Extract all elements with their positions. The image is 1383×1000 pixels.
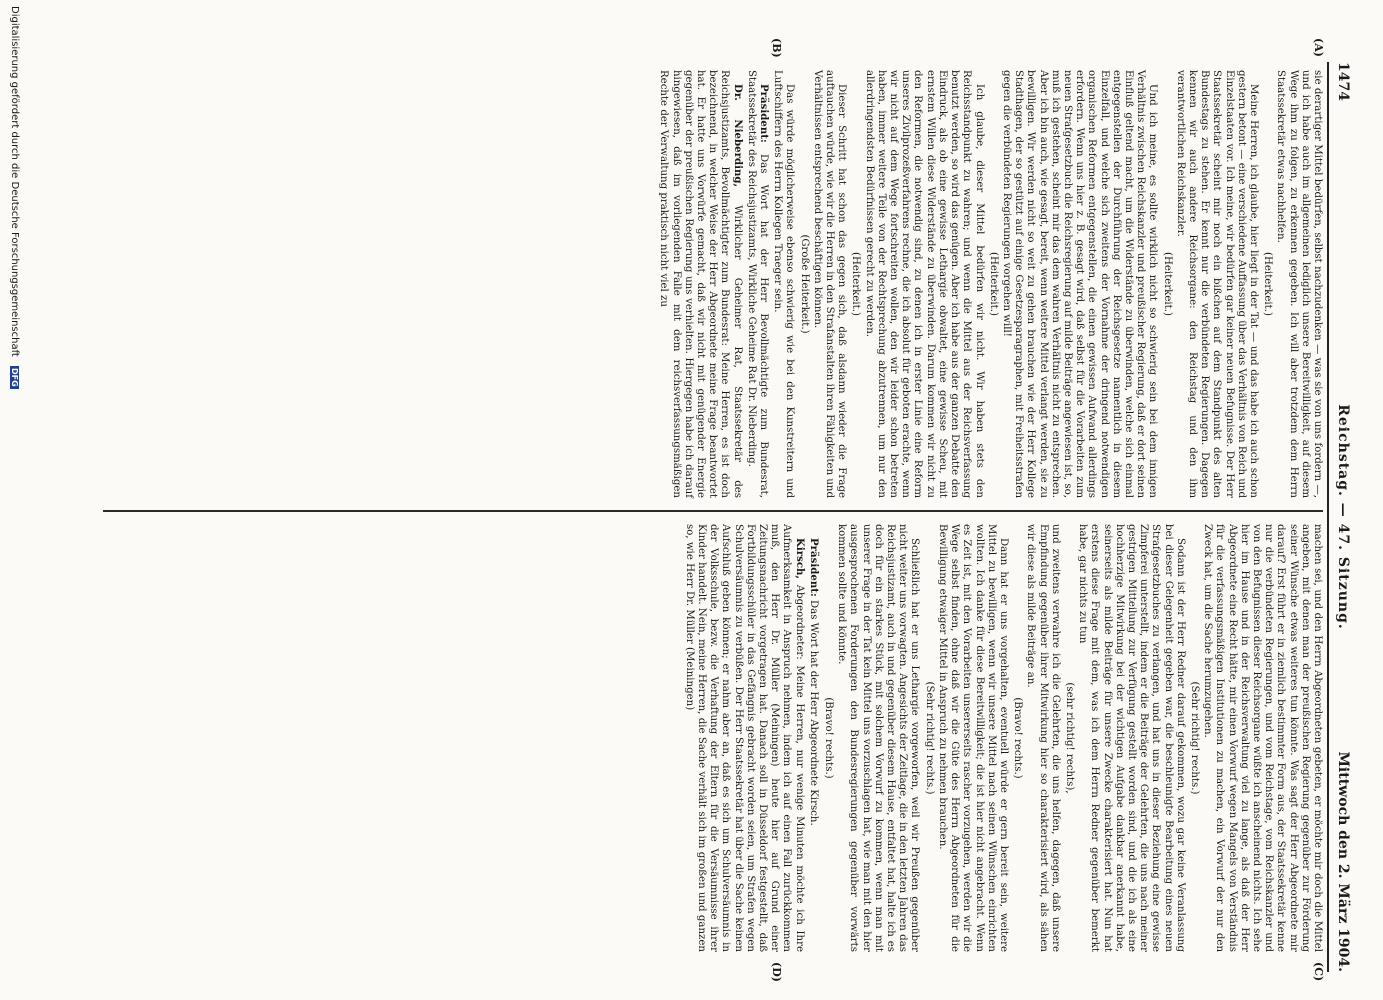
speech-paragraph	[835, 524, 920, 952]
reaction-note: (Heiterkeit.)	[850, 252, 862, 316]
paragraph-text: Das Wort hat der Herr Bevollmächtigte zum Bundesrat, Staatssekretär des Reichsjustizamts, Wirkliche Geheime Rat Dr. Nieberding.	[745, 70, 770, 498]
paragraph-text: Meine Herren, ich glaube, hier liegt in der Tat — und das habe ich auch schon gestern betont — eine verschiedene Auffassung über das Verhältnis von Reich und Einzelstaaten vor. Ich meine, wir bedürfen gar keiner neuen Befugnisse. Der Herr Staatssekretär scheint mir noch ein bißchen auf dem Standpunkt des alten Bundestags zu stehen. Er kennt nur die verbündeten Regierungen. Dagegen kennen wir auch andere Reichsorgane: den Reichstag und den ihm verantwortlichen Reichskanzler.	[1174, 70, 1259, 498]
paragraph-text: Das Wort hat der Herr Abgeordnete Kirsch.	[807, 599, 819, 826]
left-text-column	[656, 70, 1323, 498]
speech-paragraph	[862, 70, 984, 498]
speech-paragraph	[936, 524, 1009, 952]
speech-paragraph	[683, 524, 806, 952]
reaction-note: (Sehr richtig! rechts.)	[923, 681, 935, 795]
paragraph-text: Ich glaube, dieser Mittel bedürfen wir nicht. Wir haben stets den Reichsstandpunkt zu wahren; und wenn die Mittel aus der Reichsverfassung benutzt werden, so wird das genügen. Aber ich habe aus der ganzen Debatte den Eindruck, als ob eine gewisse Lethargie obwaltet, eine gewisse Scheu, mit ernstem Willen diese Widerstände zu überwinden. Darum kommen wir nicht zu den Reformen, die notwendig sind, zu denen ich in erster Linie eine Reform unseres Zivilprozeßverfahrens rechne, die ich absolut für geboten erachte, wenn wir nicht auf dem Wege fortschreiten wollen, den wir leider schon betreten haben, immer weitere Teile von der Rechtsprechung abzutrennen, um nur den allerdringendsten Bedürfnissen gerecht zu werden.	[863, 70, 985, 498]
speech-paragraph	[657, 70, 743, 498]
margin-mark-c: (C)	[1312, 962, 1325, 982]
reaction-note: (Bravo! rechts.)	[1012, 697, 1024, 779]
speech-paragraph	[811, 70, 848, 498]
margin-mark-b: (B)	[770, 38, 783, 58]
speech-paragraph	[1201, 524, 1323, 952]
speech-paragraph	[1076, 524, 1186, 952]
paragraph-text: Und ich meine, es sollte wirklich nicht so schwierig sein bei dem innigen Verhältnis zwischen Reichskanzler und preußischer Regierung, daß er dort seinen Einfluß geltend macht, um die Widerstände zu überwinden, welche sich einmal entgegenstellen der Durchführung der Reichsgesetze namentlich in diesem Einzelfall, und welche sich zweitens der Vornahme der dringend notwendigen organischen Reformen entgegenstellen, die einen gewissen Aufwand allerdings erfordern. Wenn uns hier z. B. gesagt wird, daß selbst für die Vorarbeiten zum neuen Strafgesetzbuch die Reichsregierung auf milde Beiträge angewiesen ist, so, muß ich gestehen, scheint mir das dem wahren Verhältnis nicht zu entsprechen. Aber ich bin auch, wie gesagt, bereit, wenn weitere Mittel verlangt werden, sie zu bewilligen. Wir werden nicht so weit zu gehen brauchen wie der Herr Kollege Stadthagen, der so gestützt auf einige Gesetzesparagraphen, mit Freiheitsstrafen gegen die verbündeten Regierungen vorgehen will!	[1000, 70, 1159, 498]
speech-paragraph	[1274, 70, 1323, 498]
digitization-credit	[2, 0, 20, 1000]
paragraph-text: Dieser Schritt hat schon das gegen sich, daß alsdann wieder die Frage auftauchen würde, wie wir die Herren in den Strafanstalten ihren Fähigkeiten und Verhältnissen entsprechend beschäftigen können.	[811, 70, 848, 499]
column-divider	[103, 510, 1323, 512]
page-number: 1474	[1335, 62, 1351, 101]
margin-mark-d: (D)	[770, 962, 783, 982]
credit-text: Digitalisierung gefördert durch die Deutsche Forschungsgemeinschaft	[9, 6, 20, 357]
speaker-name: Dr. Nieberding,	[731, 84, 744, 188]
running-title: Reichstag. — 47. Sitzung.	[1335, 404, 1351, 630]
paragraph-text: Schließlich hat er uns Lethargie vorgeworfen, weil wir Preußen gegenüber nicht weiter uns vorwagten. Angesichts der Zeitlage, die in den letzten Jahren das Reichsjustizamt, auch in und gegenüber diesem Hause, entfaltet hat, halte ich es doch für ein starkes Stück, mit solchem Vorwurf zu kommen, wenn man mit unserer Frage in der Tat kein Mittel uns vorzuschlagen hat, wie man mit den hier ausgesprochenen Forderungen den Bundesregierungen gegenüber vorwärts kommen sollte und könnte.	[836, 524, 921, 952]
paragraph-text: Dann hat er uns vorgehalten, eventuell würde er gern bereit sein, weitere Mittel zu bewilligen, wenn wir unsere Mittel nach seinen Wünschen einrichten wollten. Ich danke für diese Bereitwilligkeit; die ist hier nicht angebracht. Wenn es Zeit ist, mit den Vorarbeiten unsererseits rascher vorzugehen, werden wir die Wege selbst finden, ohne daß wir die Güte des Herrn Abgeordneten für die Bewilligung etwaiger Mittel in Anspruch zu nehmen brauchen.	[936, 524, 1009, 952]
speech-paragraph	[807, 524, 820, 952]
dfg-logo: DFG	[10, 368, 19, 387]
page-header	[1327, 62, 1355, 972]
reaction-note: (Sehr richtig! rechts.)	[1188, 681, 1200, 795]
paragraph-text: sie derartiger Mittel bedürfen, selbst nachzudenken — was sie von uns fordern —, und ich habe auch im allgemeinen lediglich unsere Bereitwilligkeit, auf diesem Wege ihm zu folgen, zu erkennen gegeben. Ich will aber trotzdem dem Herrn Staatssekretär etwas nachhelfen.	[1275, 70, 1323, 498]
speech-paragraph	[745, 70, 770, 498]
reaction-note: (Große Heiterkeit.)	[798, 234, 810, 334]
paragraph-text: Wirklicher Geheimer Rat, Staatssekretär des Reichsjustizamts, Bevollmächtigter zum Bundesrat: Meine Herren, es ist doch bezeichnend, in welcher Weise der Herr Abgeordnete meine Frage beantwortet hat. Er hatte uns Vorwürfe gemacht, daß wir nicht mit genügender Energie gegenüber der preußischen Regierung uns verhielten. Hiergegen habe ich darauf hingewiesen, daß im vorliegenden Falle mit dem reichsverfassungsmäßigen Rechte der Verwaltung praktisch nicht viel zu	[658, 70, 743, 498]
speaker-name: Präsident:	[807, 538, 820, 597]
right-text-column	[682, 524, 1323, 952]
speech-paragraph	[1000, 70, 1159, 498]
paragraph-text: Das würde möglicherweise ebenso schwierig wie bei den Kunstreitern und Luftschiffern des Herrn Kollegen Traeger sein.	[772, 70, 796, 498]
session-date: Mittwoch den 2. März 1904.	[1335, 751, 1351, 972]
paragraph-text: und zweitens verwahre ich die Gelehrten, die uns helfen, dagegen, daß unsere Empfindung gegenüber ihrer Mitwirkung hier so charakterisiert wird, als sähen wir diese als milde Beiträge an.	[1025, 524, 1061, 952]
paragraph-text: Sodann ist der Herr Redner darauf gekommen, wozu gar keine Veranlassung bei dieser Gelegenheit gegeben war, die beschleunigte Bearbeitung eines neuen Strafgesetzbuches zu verlangen, und hat uns in dieser Beziehung eine gewisse Zimpferei unterstellt, indem er die Beiträge der Gelehrten, die uns nach meiner gestrigen Mitteilung zur Verfügung gestellt worden sind, und die ich als eine hochherzige Mitwirkung bei der wichtigen Aufgabe dankbar anerkannt habe, seinerseits als milde Beiträge für unsere Zwecke charakterisiert hat. Nun hat erstens diese Frage mit dem, was ich dem Herrn Redner gegenüber bemerkt habe, gar nichts zu tun	[1077, 524, 1186, 952]
reaction-note: (Heiterkeit.)	[987, 252, 999, 316]
margin-mark-a: (A)	[1312, 38, 1325, 57]
reaction-note: (Heiterkeit.)	[1161, 252, 1173, 316]
speaker-name: Kirsch,	[793, 538, 806, 579]
speech-paragraph	[1174, 70, 1259, 498]
speaker-name: Präsident:	[758, 84, 771, 143]
paragraph-text: Abgeordneter: Meine Herren, nur wenige Minuten möchte ich Ihre Aufmerksamkeit in Anspruch nehmen, indem ich auf einen Fall zurückkommen muß, den Herr Dr. Müller (Meiningen) heute hier auf Grund einer Zeitungsnachricht vorgetragen hat. Danach soll in Düsseldorf festgestellt, daß Fortbildungsschüler in das Gefängnis gebracht worden seien, um Strafen wegen Schulversäumnis zu verbüßen. Der Herr Staatssekretär hat über die Sache keinen Aufschluß geben können; er nahm aber an, daß es sich um Schulversäumnis in der Volksschule, bezw. die Verhaftung der Eltern für die Versäumnisse ihrer Kinder handelt. Nein, meine Herren, die Sache verhält sich im großen und ganzen so, wie Herr Dr. Müller (Meiningen)	[683, 524, 805, 952]
reaction-note: (Heiterkeit.)	[1262, 252, 1274, 316]
reaction-note: (sehr richtig! rechts),	[1063, 682, 1075, 794]
reaction-note: (Bravo! rechts.)	[823, 697, 835, 779]
speech-paragraph	[771, 70, 795, 498]
paragraph-text: machen sei, und den Herrn Abgeordneten gebeten, er möchte mir doch die Mittel angeben, mit denen man der preußischen Regierung gegenüber zur Förderung seiner Wünsche etwas weiteres tun könnte. Was sagt der Herr Abgeordnete mir darauf? Erst führt er in ziemlich bestimmter Form aus, der Staatssekretär kenne nur die verbündeten Regierungen, und vom Reichstage, vom Reichskanzler und von den Befugnissen dieser Reichsorgane wüßte ich anscheinend nichts. Ich sehe hier im Hause und in der Reichsverwaltung viel zu lange, als daß der Herr Abgeordnete eine Recht hätte, mir einen Vorwurf wegen Mangels von Verständnis für die verfassungsmäßigen Institutionen zu machen, ein Vorwurf der nur den Zweck hat, um die Sache herumzugehen.	[1202, 524, 1323, 952]
speech-paragraph	[1024, 524, 1061, 952]
